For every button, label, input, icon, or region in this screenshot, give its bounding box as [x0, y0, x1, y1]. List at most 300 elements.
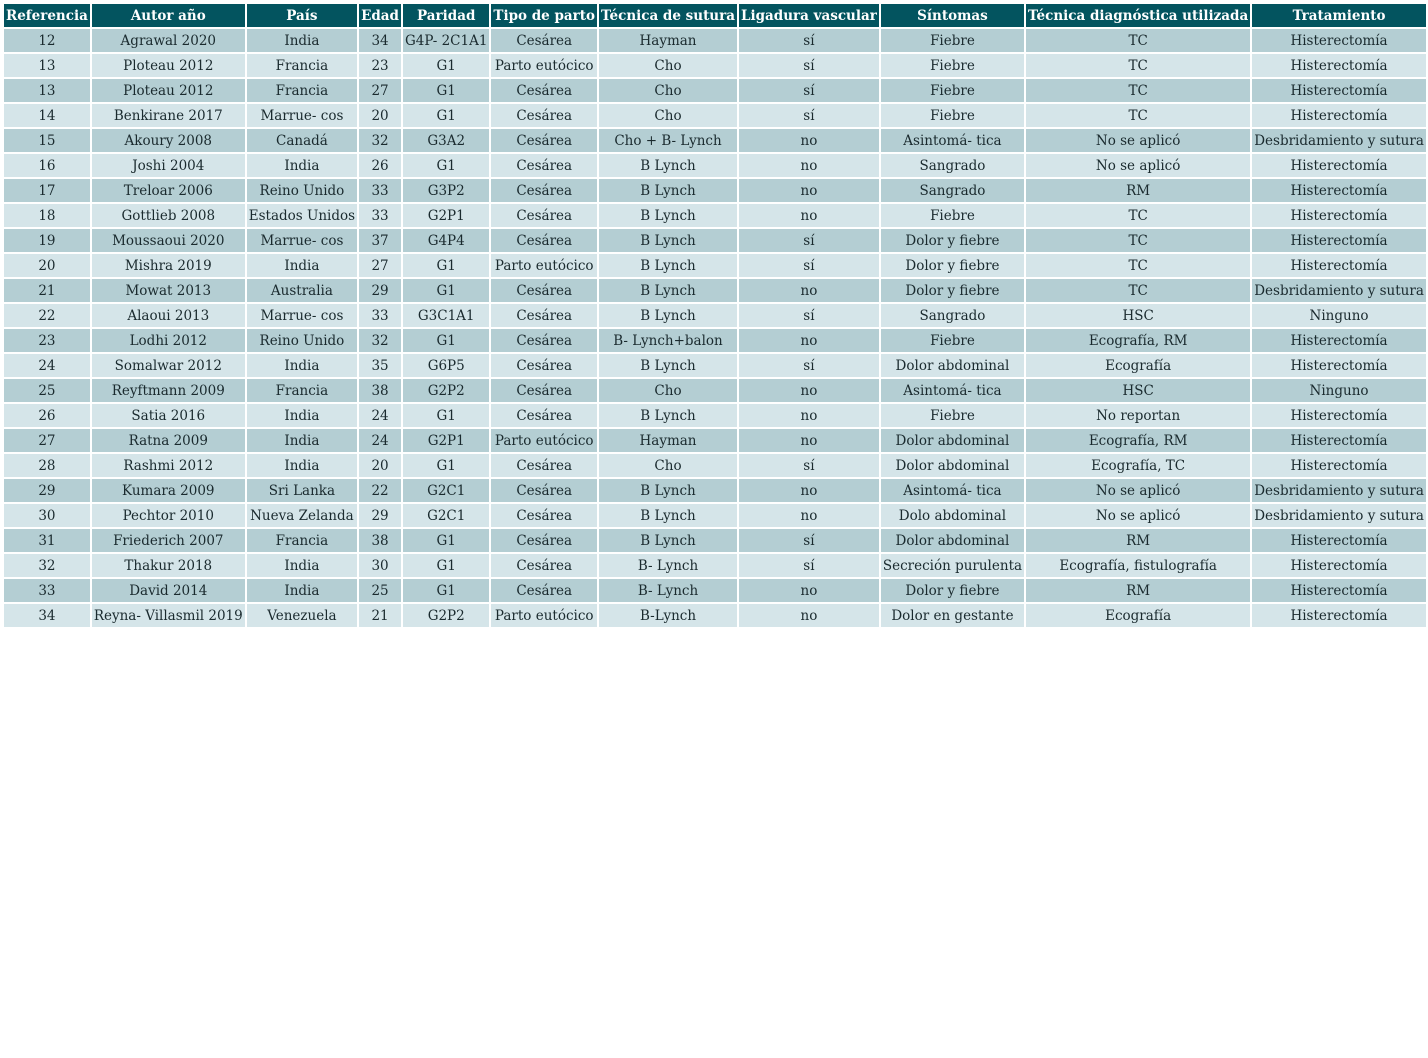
cell-author-year: Gottlieb 2008: [92, 204, 245, 227]
cell-vascular-ligation: no: [739, 179, 879, 202]
column-header-delivery-type: Tipo de parto: [491, 4, 597, 27]
column-header-age: Edad: [359, 4, 401, 27]
cell-author-year: Lodhi 2012: [92, 329, 245, 352]
cell-vascular-ligation: sí: [739, 354, 879, 377]
cell-parity: G1: [403, 104, 489, 127]
cell-country: Venezuela: [247, 604, 357, 627]
cell-symptoms: Fiebre: [881, 79, 1024, 102]
cell-treatment: Histerectomía: [1252, 204, 1426, 227]
cell-author-year: Rashmi 2012: [92, 454, 245, 477]
cell-delivery-type: Cesárea: [491, 579, 597, 602]
cell-treatment: Histerectomía: [1252, 404, 1426, 427]
cell-symptoms: Asintomá- tica: [881, 479, 1024, 502]
cell-diagnostic-technique: Ecografía, TC: [1026, 454, 1250, 477]
cell-author-year: Pechtor 2010: [92, 504, 245, 527]
cell-parity: G1: [403, 79, 489, 102]
cell-suture-technique: B- Lynch: [599, 554, 737, 577]
cell-reference: 26: [4, 404, 90, 427]
cell-parity: G2P1: [403, 429, 489, 452]
cell-vascular-ligation: no: [739, 329, 879, 352]
cell-vascular-ligation: no: [739, 479, 879, 502]
cell-country: India: [247, 429, 357, 452]
cell-vascular-ligation: sí: [739, 104, 879, 127]
cell-author-year: Ploteau 2012: [92, 79, 245, 102]
cell-vascular-ligation: sí: [739, 54, 879, 77]
cell-suture-technique: B Lynch: [599, 304, 737, 327]
cell-country: Canadá: [247, 129, 357, 152]
cell-age: 29: [359, 504, 401, 527]
cell-country: Marrue- cos: [247, 229, 357, 252]
cell-reference: 22: [4, 304, 90, 327]
table-row: [4, 454, 1426, 477]
cell-age: 30: [359, 554, 401, 577]
cell-country: India: [247, 554, 357, 577]
table-row: [4, 29, 1426, 52]
column-header-vascular-ligation: Ligadura vascular: [739, 4, 879, 27]
cell-age: 27: [359, 79, 401, 102]
cell-diagnostic-technique: HSC: [1026, 379, 1250, 402]
cell-reference: 20: [4, 254, 90, 277]
cell-symptoms: Dolor abdominal: [881, 354, 1024, 377]
column-header-suture-technique: Técnica de sutura: [599, 4, 737, 27]
cell-age: 35: [359, 354, 401, 377]
cell-diagnostic-technique: No se aplicó: [1026, 479, 1250, 502]
cell-country: India: [247, 29, 357, 52]
cell-age: 37: [359, 229, 401, 252]
cell-diagnostic-technique: TC: [1026, 29, 1250, 52]
table-row: [4, 54, 1426, 77]
cell-country: Marrue- cos: [247, 104, 357, 127]
table-row: [4, 554, 1426, 577]
table-row: [4, 379, 1426, 402]
cell-age: 34: [359, 29, 401, 52]
cell-treatment: Desbridamiento y sutura: [1252, 279, 1426, 302]
header-row: [4, 4, 1426, 27]
cell-parity: G2P2: [403, 604, 489, 627]
cell-delivery-type: Cesárea: [491, 79, 597, 102]
table-row: [4, 104, 1426, 127]
cell-age: 29: [359, 279, 401, 302]
cell-symptoms: Fiebre: [881, 104, 1024, 127]
cell-reference: 24: [4, 354, 90, 377]
table-row: [4, 304, 1426, 327]
cell-parity: G6P5: [403, 354, 489, 377]
cell-treatment: Histerectomía: [1252, 229, 1426, 252]
cell-suture-technique: B- Lynch+balon: [599, 329, 737, 352]
cell-symptoms: Dolor y fiebre: [881, 279, 1024, 302]
cell-suture-technique: B Lynch: [599, 404, 737, 427]
cell-parity: G1: [403, 254, 489, 277]
cell-country: Francia: [247, 529, 357, 552]
table-row: [4, 604, 1426, 627]
cell-reference: 17: [4, 179, 90, 202]
cell-delivery-type: Cesárea: [491, 554, 597, 577]
cell-diagnostic-technique: No se aplicó: [1026, 504, 1250, 527]
cell-suture-technique: Hayman: [599, 29, 737, 52]
cell-reference: 29: [4, 479, 90, 502]
cell-symptoms: Dolor en gestante: [881, 604, 1024, 627]
cell-treatment: Histerectomía: [1252, 179, 1426, 202]
table-row: [4, 404, 1426, 427]
cell-diagnostic-technique: TC: [1026, 229, 1250, 252]
cell-treatment: Histerectomía: [1252, 79, 1426, 102]
cell-parity: G1: [403, 329, 489, 352]
cell-age: 21: [359, 604, 401, 627]
cell-symptoms: Dolor abdominal: [881, 529, 1024, 552]
cell-vascular-ligation: sí: [739, 229, 879, 252]
cell-treatment: Histerectomía: [1252, 254, 1426, 277]
cell-author-year: Reyna- Villasmil 2019: [92, 604, 245, 627]
cell-suture-technique: B Lynch: [599, 504, 737, 527]
table-row: [4, 254, 1426, 277]
cell-vascular-ligation: sí: [739, 529, 879, 552]
cell-treatment: Histerectomía: [1252, 354, 1426, 377]
cell-delivery-type: Cesárea: [491, 29, 597, 52]
column-header-symptoms: Síntomas: [881, 4, 1024, 27]
table-row: [4, 229, 1426, 252]
cell-age: 32: [359, 129, 401, 152]
cell-age: 32: [359, 329, 401, 352]
cell-delivery-type: Cesárea: [491, 529, 597, 552]
column-header-author-year: Autor año: [92, 4, 245, 27]
cell-treatment: Histerectomía: [1252, 529, 1426, 552]
table-row: [4, 154, 1426, 177]
cell-suture-technique: Cho: [599, 379, 737, 402]
cell-parity: G1: [403, 154, 489, 177]
cell-symptoms: Dolor abdominal: [881, 429, 1024, 452]
cell-diagnostic-technique: TC: [1026, 204, 1250, 227]
cell-country: Australia: [247, 279, 357, 302]
column-header-diagnostic-technique: Técnica diagnóstica utilizada: [1026, 4, 1250, 27]
cell-vascular-ligation: no: [739, 154, 879, 177]
table-row: [4, 279, 1426, 302]
cell-author-year: Thakur 2018: [92, 554, 245, 577]
column-header-reference: Referencia: [4, 4, 90, 27]
column-header-treatment: Tratamiento: [1252, 4, 1426, 27]
table-row: [4, 329, 1426, 352]
cell-suture-technique: B- Lynch: [599, 579, 737, 602]
cell-delivery-type: Cesárea: [491, 329, 597, 352]
cell-diagnostic-technique: Ecografía, RM: [1026, 429, 1250, 452]
cell-diagnostic-technique: TC: [1026, 104, 1250, 127]
cell-suture-technique: Cho + B- Lynch: [599, 129, 737, 152]
cell-suture-technique: B Lynch: [599, 479, 737, 502]
cell-country: Estados Unidos: [247, 204, 357, 227]
cell-treatment: Histerectomía: [1252, 54, 1426, 77]
cell-reference: 27: [4, 429, 90, 452]
table-row: [4, 354, 1426, 377]
cell-symptoms: Asintomá- tica: [881, 379, 1024, 402]
column-header-country: País: [247, 4, 357, 27]
cell-author-year: Kumara 2009: [92, 479, 245, 502]
cell-delivery-type: Cesárea: [491, 379, 597, 402]
cell-vascular-ligation: no: [739, 579, 879, 602]
cell-vascular-ligation: no: [739, 504, 879, 527]
cell-suture-technique: Cho: [599, 54, 737, 77]
cell-author-year: Joshi 2004: [92, 154, 245, 177]
table-row: [4, 179, 1426, 202]
cell-symptoms: Dolor y fiebre: [881, 579, 1024, 602]
cell-treatment: Desbridamiento y sutura: [1252, 479, 1426, 502]
case-table: [2, 2, 1428, 629]
cell-country: India: [247, 579, 357, 602]
cell-reference: 19: [4, 229, 90, 252]
cell-reference: 12: [4, 29, 90, 52]
table-row: [4, 579, 1426, 602]
table-row: [4, 129, 1426, 152]
column-header-parity: Paridad: [403, 4, 489, 27]
cell-parity: G2C1: [403, 504, 489, 527]
cell-reference: 32: [4, 554, 90, 577]
cell-suture-technique: B Lynch: [599, 254, 737, 277]
cell-delivery-type: Cesárea: [491, 404, 597, 427]
cell-diagnostic-technique: TC: [1026, 254, 1250, 277]
cell-parity: G4P4: [403, 229, 489, 252]
cell-suture-technique: B Lynch: [599, 354, 737, 377]
cell-age: 20: [359, 454, 401, 477]
cell-age: 20: [359, 104, 401, 127]
cell-diagnostic-technique: Ecografía: [1026, 604, 1250, 627]
cell-reference: 18: [4, 204, 90, 227]
cell-country: Reino Unido: [247, 179, 357, 202]
cell-suture-technique: Cho: [599, 104, 737, 127]
cell-diagnostic-technique: HSC: [1026, 304, 1250, 327]
cell-vascular-ligation: no: [739, 129, 879, 152]
cell-reference: 13: [4, 79, 90, 102]
cell-suture-technique: B Lynch: [599, 529, 737, 552]
cell-age: 33: [359, 304, 401, 327]
table-row: [4, 504, 1426, 527]
cell-symptoms: Fiebre: [881, 54, 1024, 77]
cell-diagnostic-technique: Ecografía: [1026, 354, 1250, 377]
cell-reference: 25: [4, 379, 90, 402]
table-header: [4, 4, 1426, 27]
cell-age: 24: [359, 404, 401, 427]
cell-vascular-ligation: sí: [739, 454, 879, 477]
cell-diagnostic-technique: TC: [1026, 54, 1250, 77]
cell-delivery-type: Cesárea: [491, 504, 597, 527]
cell-symptoms: Dolor y fiebre: [881, 254, 1024, 277]
cell-symptoms: Fiebre: [881, 329, 1024, 352]
cell-symptoms: Fiebre: [881, 404, 1024, 427]
cell-suture-technique: Cho: [599, 79, 737, 102]
cell-parity: G2P2: [403, 379, 489, 402]
cell-reference: 23: [4, 329, 90, 352]
cell-vascular-ligation: no: [739, 604, 879, 627]
cell-author-year: Alaoui 2013: [92, 304, 245, 327]
cell-treatment: Histerectomía: [1252, 429, 1426, 452]
cell-age: 33: [359, 179, 401, 202]
cell-delivery-type: Parto eutócico: [491, 54, 597, 77]
cell-parity: G1: [403, 579, 489, 602]
cell-parity: G1: [403, 279, 489, 302]
cell-delivery-type: Cesárea: [491, 304, 597, 327]
cell-treatment: Histerectomía: [1252, 154, 1426, 177]
cell-vascular-ligation: no: [739, 429, 879, 452]
cell-vascular-ligation: sí: [739, 29, 879, 52]
cell-diagnostic-technique: No se aplicó: [1026, 154, 1250, 177]
cell-symptoms: Sangrado: [881, 154, 1024, 177]
cell-symptoms: Fiebre: [881, 29, 1024, 52]
cell-delivery-type: Cesárea: [491, 129, 597, 152]
cell-delivery-type: Cesárea: [491, 229, 597, 252]
cell-suture-technique: B Lynch: [599, 154, 737, 177]
cell-suture-technique: B Lynch: [599, 279, 737, 302]
cell-parity: G1: [403, 529, 489, 552]
cell-diagnostic-technique: TC: [1026, 79, 1250, 102]
cell-delivery-type: Cesárea: [491, 279, 597, 302]
cell-age: 23: [359, 54, 401, 77]
cell-author-year: Treloar 2006: [92, 179, 245, 202]
cell-author-year: Friederich 2007: [92, 529, 245, 552]
cell-vascular-ligation: sí: [739, 79, 879, 102]
cell-author-year: Ploteau 2012: [92, 54, 245, 77]
cell-author-year: David 2014: [92, 579, 245, 602]
cell-symptoms: Dolor y fiebre: [881, 229, 1024, 252]
cell-author-year: Moussaoui 2020: [92, 229, 245, 252]
cell-delivery-type: Cesárea: [491, 354, 597, 377]
cell-reference: 33: [4, 579, 90, 602]
cell-author-year: Mishra 2019: [92, 254, 245, 277]
cell-reference: 31: [4, 529, 90, 552]
cell-country: India: [247, 454, 357, 477]
cell-suture-technique: Cho: [599, 454, 737, 477]
cell-country: Marrue- cos: [247, 304, 357, 327]
cell-parity: G2C1: [403, 479, 489, 502]
cell-parity: G3A2: [403, 129, 489, 152]
cell-reference: 21: [4, 279, 90, 302]
cell-diagnostic-technique: No reportan: [1026, 404, 1250, 427]
cell-age: 33: [359, 204, 401, 227]
cell-country: Francia: [247, 79, 357, 102]
cell-vascular-ligation: no: [739, 379, 879, 402]
cell-diagnostic-technique: RM: [1026, 579, 1250, 602]
table-row: [4, 204, 1426, 227]
case-table-container: [4, 4, 1426, 627]
cell-parity: G1: [403, 54, 489, 77]
cell-treatment: Desbridamiento y sutura: [1252, 504, 1426, 527]
cell-treatment: Histerectomía: [1252, 29, 1426, 52]
cell-symptoms: Sangrado: [881, 179, 1024, 202]
cell-treatment: Histerectomía: [1252, 604, 1426, 627]
cell-diagnostic-technique: TC: [1026, 279, 1250, 302]
cell-symptoms: Dolor abdominal: [881, 454, 1024, 477]
cell-age: 38: [359, 529, 401, 552]
cell-delivery-type: Cesárea: [491, 154, 597, 177]
cell-parity: G1: [403, 554, 489, 577]
cell-delivery-type: Parto eutócico: [491, 604, 597, 627]
cell-vascular-ligation: sí: [739, 304, 879, 327]
cell-parity: G3P2: [403, 179, 489, 202]
cell-country: Nueva Zelanda: [247, 504, 357, 527]
cell-vascular-ligation: no: [739, 279, 879, 302]
cell-symptoms: Asintomá- tica: [881, 129, 1024, 152]
cell-age: 38: [359, 379, 401, 402]
cell-symptoms: Sangrado: [881, 304, 1024, 327]
cell-age: 22: [359, 479, 401, 502]
cell-treatment: Desbridamiento y sutura: [1252, 129, 1426, 152]
cell-delivery-type: Cesárea: [491, 104, 597, 127]
cell-author-year: Reyftmann 2009: [92, 379, 245, 402]
cell-delivery-type: Parto eutócico: [491, 254, 597, 277]
cell-author-year: Mowat 2013: [92, 279, 245, 302]
cell-author-year: Agrawal 2020: [92, 29, 245, 52]
cell-suture-technique: B Lynch: [599, 204, 737, 227]
cell-delivery-type: Cesárea: [491, 454, 597, 477]
cell-country: Reino Unido: [247, 329, 357, 352]
cell-country: India: [247, 254, 357, 277]
cell-age: 24: [359, 429, 401, 452]
cell-parity: G1: [403, 454, 489, 477]
cell-treatment: Histerectomía: [1252, 554, 1426, 577]
cell-parity: G4P- 2C1A1: [403, 29, 489, 52]
cell-vascular-ligation: sí: [739, 554, 879, 577]
cell-reference: 13: [4, 54, 90, 77]
cell-reference: 28: [4, 454, 90, 477]
cell-symptoms: Secreción purulenta: [881, 554, 1024, 577]
cell-reference: 16: [4, 154, 90, 177]
cell-reference: 15: [4, 129, 90, 152]
cell-author-year: Satia 2016: [92, 404, 245, 427]
cell-treatment: Histerectomía: [1252, 454, 1426, 477]
cell-suture-technique: B-Lynch: [599, 604, 737, 627]
cell-country: India: [247, 404, 357, 427]
table-row: [4, 79, 1426, 102]
cell-diagnostic-technique: No se aplicó: [1026, 129, 1250, 152]
cell-age: 25: [359, 579, 401, 602]
cell-reference: 34: [4, 604, 90, 627]
cell-country: Francia: [247, 54, 357, 77]
table-row: [4, 529, 1426, 552]
cell-country: Sri Lanka: [247, 479, 357, 502]
cell-author-year: Benkirane 2017: [92, 104, 245, 127]
cell-symptoms: Fiebre: [881, 204, 1024, 227]
cell-country: Francia: [247, 379, 357, 402]
cell-author-year: Ratna 2009: [92, 429, 245, 452]
table-row: [4, 479, 1426, 502]
table-row: [4, 429, 1426, 452]
cell-delivery-type: Cesárea: [491, 179, 597, 202]
cell-reference: 30: [4, 504, 90, 527]
cell-delivery-type: Parto eutócico: [491, 429, 597, 452]
cell-suture-technique: B Lynch: [599, 229, 737, 252]
cell-treatment: Histerectomía: [1252, 104, 1426, 127]
cell-age: 27: [359, 254, 401, 277]
cell-age: 26: [359, 154, 401, 177]
cell-suture-technique: B Lynch: [599, 179, 737, 202]
cell-country: India: [247, 354, 357, 377]
cell-symptoms: Dolo abdominal: [881, 504, 1024, 527]
cell-treatment: Ninguno: [1252, 304, 1426, 327]
cell-delivery-type: Cesárea: [491, 479, 597, 502]
cell-reference: 14: [4, 104, 90, 127]
cell-vascular-ligation: no: [739, 404, 879, 427]
cell-treatment: Histerectomía: [1252, 579, 1426, 602]
cell-delivery-type: Cesárea: [491, 204, 597, 227]
cell-author-year: Somalwar 2012: [92, 354, 245, 377]
cell-suture-technique: Hayman: [599, 429, 737, 452]
cell-diagnostic-technique: Ecografía, fistulografía: [1026, 554, 1250, 577]
cell-country: India: [247, 154, 357, 177]
cell-treatment: Ninguno: [1252, 379, 1426, 402]
cell-diagnostic-technique: Ecografía, RM: [1026, 329, 1250, 352]
cell-diagnostic-technique: RM: [1026, 529, 1250, 552]
cell-parity: G3C1A1: [403, 304, 489, 327]
cell-parity: G1: [403, 404, 489, 427]
cell-treatment: Histerectomía: [1252, 329, 1426, 352]
cell-parity: G2P1: [403, 204, 489, 227]
cell-vascular-ligation: no: [739, 204, 879, 227]
